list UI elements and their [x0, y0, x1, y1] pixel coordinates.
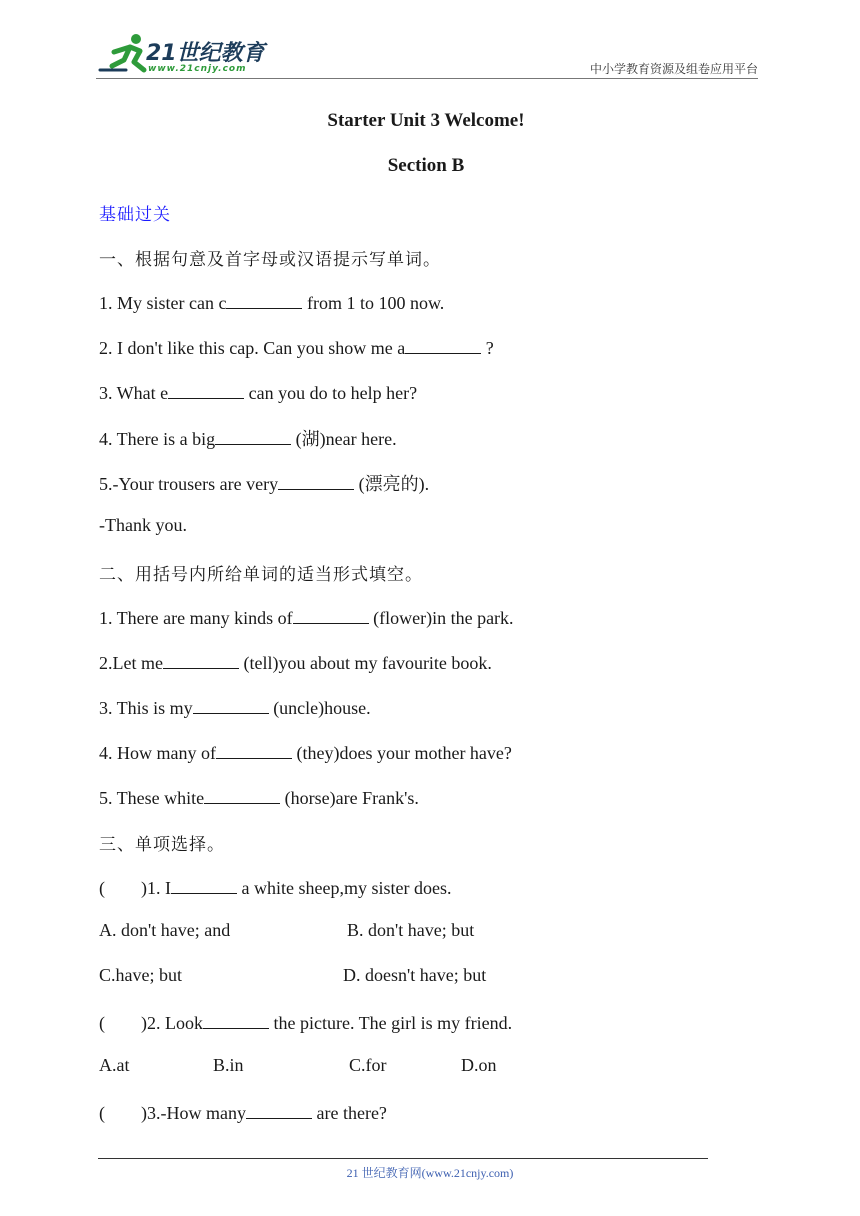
question-text: 2. I don't like this cap. Can you show me a [99, 338, 406, 358]
part2-question-3 [99, 695, 371, 719]
part2-question-5 [99, 785, 419, 809]
part1-question-4 [99, 425, 397, 451]
logo-text: 21世纪教育 [146, 41, 265, 66]
part2-heading: 二、用括号内所给单词的适当形式填空。 [99, 565, 423, 585]
answer-blank[interactable] [193, 695, 269, 714]
option-c[interactable]: C.have; but [99, 965, 182, 985]
part3-heading: 三、单项选择。 [99, 835, 225, 855]
answer-blank[interactable] [216, 740, 292, 759]
question-text: 1. There are many kinds of [99, 608, 293, 628]
answer-paren[interactable]: ( [99, 1013, 105, 1033]
question-text: 2.Let me [99, 653, 163, 673]
question-text: are there? [311, 1103, 387, 1123]
question-text: 4. There is a big [99, 429, 216, 449]
part1-reply: -Thank you. [99, 515, 187, 535]
option-c[interactable]: C.for [349, 1055, 387, 1075]
logo-url: www.21cnjy.com [148, 64, 247, 74]
part3-question-1 [99, 875, 451, 899]
question-text: (flower)in the park. [368, 608, 514, 628]
answer-paren[interactable]: ( [99, 878, 105, 898]
option-a[interactable]: A. don't have; and [99, 920, 231, 940]
part1-question-2 [99, 335, 494, 359]
part3-question-3 [99, 1100, 387, 1124]
option-b[interactable]: B. don't have; but [347, 920, 475, 940]
option-d[interactable]: D. doesn't have; but [343, 965, 487, 985]
answer-blank[interactable] [163, 650, 239, 669]
question-text: )3.-How many [141, 1103, 246, 1123]
header-slogan: 中小学教育资源及组卷应用平台 [589, 62, 758, 76]
answer-blank[interactable] [246, 1100, 312, 1119]
question-text: (tell)you about my favourite book. [238, 653, 492, 673]
part2-question-1 [99, 605, 514, 629]
header-divider [96, 78, 758, 79]
part2-question-2 [99, 650, 492, 674]
answer-blank[interactable] [278, 471, 354, 490]
question-text: (they)does your mother have? [291, 743, 512, 763]
part2-question-4 [99, 740, 512, 764]
runner-icon [100, 34, 144, 70]
question-text: 3. What e [99, 383, 169, 403]
question-text: (湖)near here. [291, 429, 397, 449]
answer-paren[interactable]: ( [99, 1103, 105, 1123]
answer-blank[interactable] [293, 605, 369, 624]
question-text: from 1 to 100 now. [302, 293, 445, 313]
option-a[interactable]: A.at [99, 1055, 130, 1075]
part1-question-3 [99, 380, 417, 404]
question-text: 5.-Your trousers are very [99, 474, 279, 494]
question-text: ? [481, 338, 494, 358]
question-text: (uncle)house. [268, 698, 371, 718]
question-text: 4. How many of [99, 743, 216, 763]
part1-question-5 [99, 470, 429, 496]
question-text: 3. This is my [99, 698, 193, 718]
part1-heading: 一、根据句意及首字母或汉语提示写单词。 [99, 250, 441, 270]
footer-divider [98, 1158, 708, 1159]
document-title: Starter Unit 3 Welcome! [327, 110, 525, 131]
part1-question-1 [99, 290, 444, 314]
page-footer[interactable]: 21 世纪教育网(www.21cnjy.com) [346, 1166, 514, 1180]
question-text: a white sheep,my sister does. [237, 878, 452, 898]
question-text: the picture. The girl is my friend. [269, 1013, 513, 1033]
answer-blank[interactable] [203, 1010, 269, 1029]
document-subtitle: Section B [387, 155, 465, 176]
option-b[interactable]: B.in [213, 1055, 244, 1075]
answer-blank[interactable] [204, 785, 280, 804]
answer-blank[interactable] [405, 335, 481, 354]
option-d[interactable]: D.on [461, 1055, 497, 1075]
question-text: 5. These white [99, 788, 205, 808]
question-text: (horse)are Frank's. [280, 788, 419, 808]
question-text: can you do to help her? [244, 383, 418, 403]
question-text: (漂亮的). [354, 474, 430, 494]
question-text: )1. I [141, 878, 171, 898]
answer-blank[interactable] [171, 875, 237, 894]
page-header [96, 30, 758, 78]
question-text: 1. My sister can c [99, 293, 227, 313]
part3-question-2 [99, 1010, 512, 1034]
answer-blank[interactable] [168, 380, 244, 399]
answer-blank[interactable] [215, 426, 291, 445]
answer-blank[interactable] [226, 290, 302, 309]
question-text: )2. Look [141, 1013, 203, 1033]
section-label: 基础过关 [99, 205, 171, 225]
